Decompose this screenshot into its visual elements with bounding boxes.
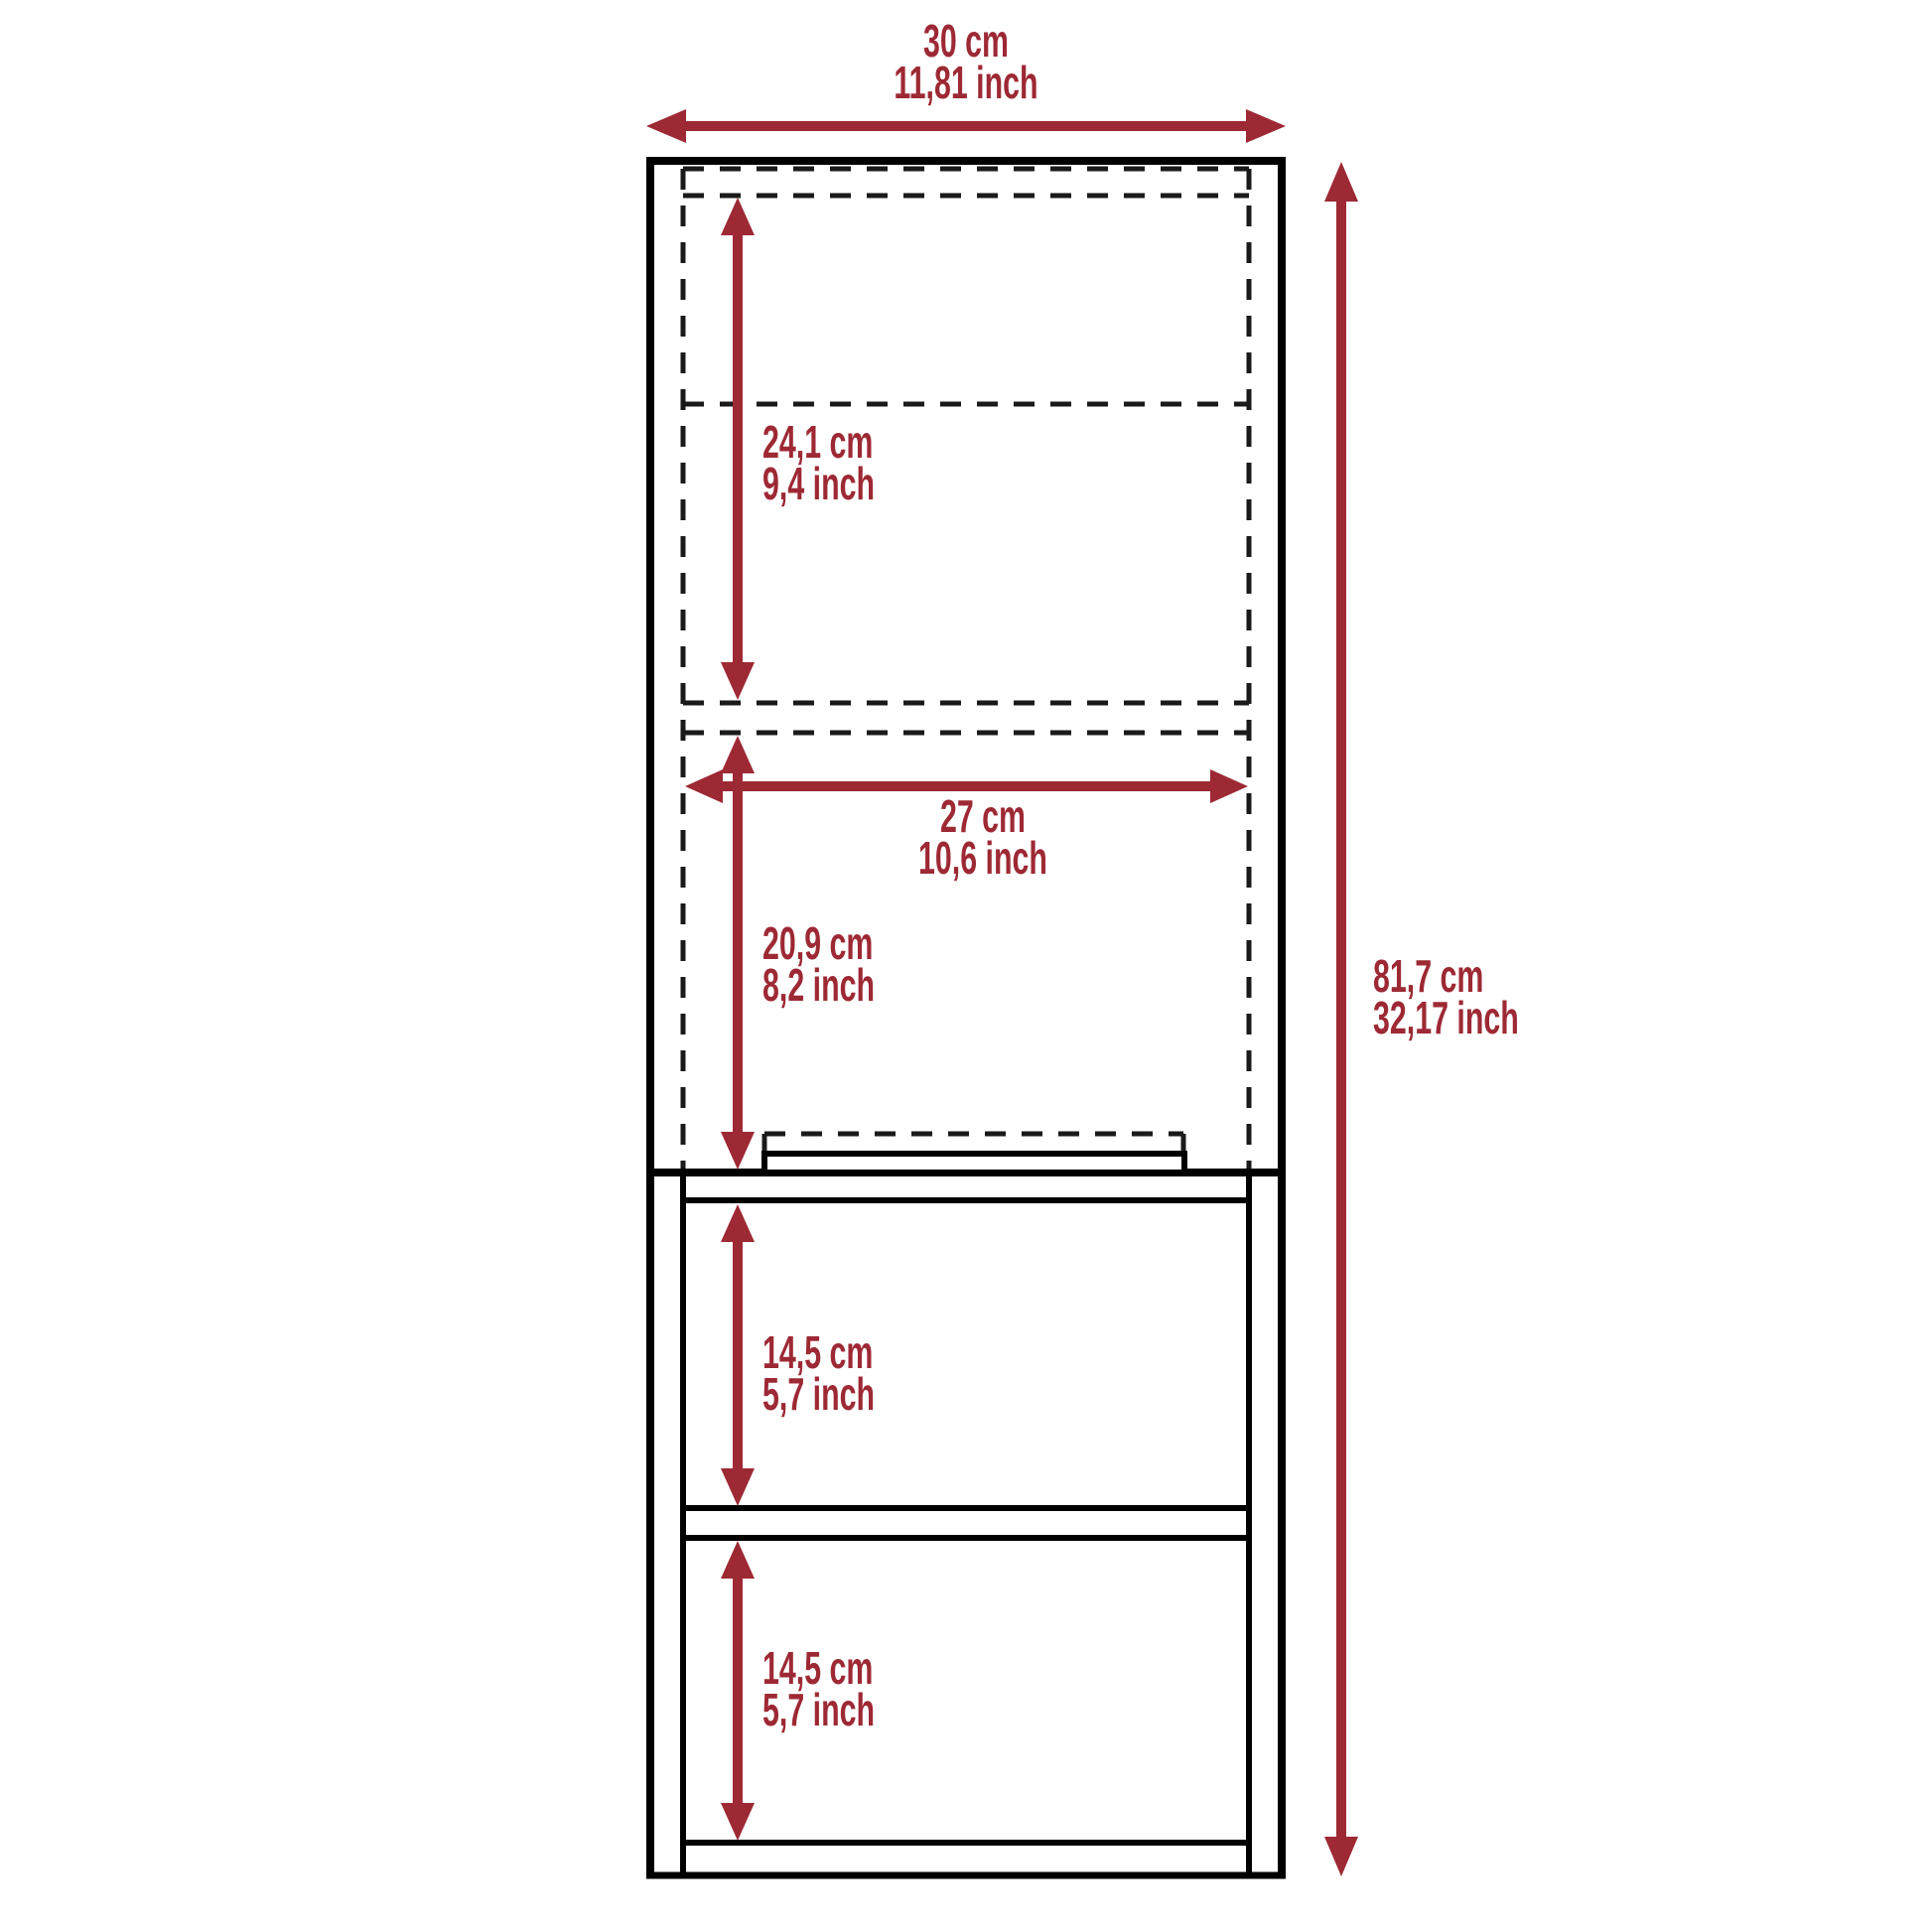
door-bottom-strip bbox=[764, 1154, 1184, 1173]
overall-width-imperial: 11,81 inch bbox=[894, 57, 1038, 108]
door-section-height-label bbox=[762, 917, 876, 1011]
door-section-height-arrow bbox=[721, 736, 755, 1170]
upper-shelf-height-arrow bbox=[721, 1204, 755, 1506]
upper-interior-height-arrow bbox=[721, 198, 755, 700]
overall-height-arrow bbox=[1324, 162, 1358, 1876]
interior-width-metric: 27 cm bbox=[939, 790, 1027, 842]
overall-width-metric: 30 cm bbox=[922, 15, 1010, 67]
lower-shelf-height-label bbox=[762, 1642, 876, 1735]
overall-height-metric: 81,7 cm bbox=[1373, 950, 1484, 1002]
lower-shelf-height-arrow bbox=[721, 1541, 755, 1841]
door-dashed-outline bbox=[683, 169, 1249, 1170]
interior-width-imperial: 10,6 inch bbox=[918, 832, 1047, 884]
overall-width-label bbox=[835, 15, 1097, 108]
overall-height-label bbox=[1373, 950, 1519, 1043]
upper-interior-height-label bbox=[762, 416, 876, 509]
upper-shelf-height-label bbox=[762, 1326, 876, 1420]
door-section-height-metric: 20,9 cm bbox=[762, 917, 874, 969]
upper-shelf-height-imperial: 5,7 inch bbox=[762, 1368, 876, 1420]
overall-width-arrow bbox=[646, 109, 1286, 143]
interior-width-label bbox=[852, 790, 1114, 884]
upper-shelf-height-metric: 14,5 cm bbox=[762, 1326, 874, 1378]
overall-height-imperial: 32,17 inch bbox=[1373, 992, 1519, 1043]
lower-shelf-height-metric: 14,5 cm bbox=[762, 1642, 874, 1694]
lower-shelf-height-imperial: 5,7 inch bbox=[762, 1684, 876, 1735]
door-section-height-imperial: 8,2 inch bbox=[762, 959, 876, 1011]
upper-interior-height-metric: 24,1 cm bbox=[762, 416, 874, 468]
upper-interior-height-imperial: 9,4 inch bbox=[762, 458, 876, 509]
